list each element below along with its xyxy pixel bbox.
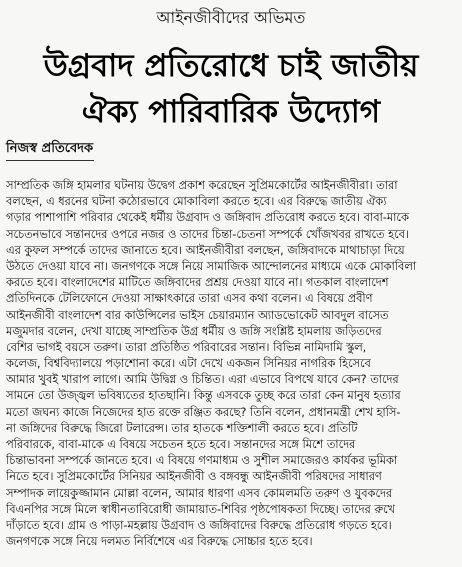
body-line: নিতে হবে। সুপ্রিমকোর্টের সিনিয়র আইনজীবী ও বঙ্গবন্ধু আইনজীবী পরিষদের সাধারণ (6, 470, 382, 484)
body-line: বিএনপির সঙ্গে মিলে স্বাধীনতাবিরোধী জামায়াত-শিবির পৃষ্ঠপোষকতা দিচ্ছে। তাদের রুখে (6, 502, 395, 516)
article-body (6, 178, 458, 550)
body-line: সামনে তো উজ্জ্বল ভবিষ্যতের হাতছানি। কিন্তু এসবকে তুচ্ছ করে তারা কেন মানুষ হত্যার (6, 389, 401, 403)
body-line: না জঙ্গিদের বিরুদ্ধে জিরো টলারেন্স। তার হাতকে শক্তিশালী করতে হবে। প্রতিটি (6, 421, 358, 435)
headline-line-1: উগ্রবাদ প্রতিরোধে চাই জাতীয় (43, 48, 419, 84)
body-line: প্রতিদিনকে টেলিফোনে দেওয়া সাক্ষাৎকারে তারা এসব কথা বলেন। এ বিষয়ে প্রবীণ (6, 292, 373, 306)
body-line: আইনজীবী বাংলাদেশ বার কাউন্সিলের ভাইস চেয়ারম্যান অ্যাডভোকেট আবদুল বাসেত (6, 308, 389, 322)
byline-divider (6, 160, 94, 161)
body-line: এর কুফল সম্পর্কে তাদের জানাতে হবে। আইনজীবীরা বলছেন, জঙ্গিবাদকে মাথাচাড়া দিয়ে (6, 243, 405, 257)
body-line: মজুমদার বলেন, দেখা যাচ্ছে সাম্প্রতিক উগ্র ধর্মীয় ও জঙ্গি সংশ্লিষ্ট হামলায় জড়িতদের (6, 324, 382, 338)
body-line: বলছেন, এ ধরনের ঘটনা কঠোরভাবে মোকাবিলা করতে হবে। এর বিরুদ্ধে জাতীয় ঐক্য (6, 195, 387, 209)
headline-line-2: ঐক্য পারিবারিক উদ্যোগ (81, 94, 381, 130)
body-line: করতে হবে। বাংলাদেশের মাটিতে জঙ্গিবাদের প্রশ্রয় দেওয়া যাবে না। গতকাল বাংলাদেশ (6, 276, 389, 290)
byline: নিজস্ব প্রতিবেদক (6, 141, 94, 156)
body-line: চিন্তাভাবনা সম্পর্কে জানতে হবে। এ বিষয়ে গণমাধ্যম ও সুশীল সমাজেরও কার্যকর ভূমিকা (6, 454, 398, 468)
body-line: সচেতনভাবে সন্তানদের ওপরে নজর ও তাদের চিন্তা-চেতনা সম্পর্কে খোঁজখবর রাখতে হবে। (6, 227, 409, 241)
body-line: সম্পাদক লায়েকুজ্জামান মোল্লা বলেন, আমার ধারণা এসব কোমলমতি তরুণ ও যুবকদের (6, 486, 393, 500)
body-line: গড়ার পাশাপাশি পরিবার থেকেই ধর্মীয় উগ্রবাদ ও জঙ্গিবাদ প্রতিরোধ করতে হবে। বাবা-মাকে (6, 211, 409, 225)
body-line: উঠতে দেওয়া যাবে না। জনগণকে সঙ্গে নিয়ে সামাজিক আন্দোলনের মাধ্যমে একে মোকাবিলা (6, 259, 417, 273)
body-line: আমার খুবই খারাপ লাগে। আমি উদ্বিগ্ন ও চিন্তিত। এরা এভাবে বিপথে যাবে কেন? তাদের (6, 373, 399, 387)
body-line: বেশির ভাগই বয়সে তরুণ। তারা প্রতিষ্ঠিত পরিবারের সন্তান। বিভিন্ন নামিদামি স্কুল, (6, 340, 367, 354)
body-line: সাম্প্রতিক জঙ্গি হামলার ঘটনায় উদ্বেগ প্রকাশ করেছেন সুপ্রিমকোর্টের আইনজীবীরা। তারা (6, 179, 398, 192)
body-line: জনগণকে সঙ্গে নিয়ে দলমত নির্বিশেষে এর বিরুদ্ধে সোচ্চার হতে হবে। (6, 535, 313, 549)
body-line: মতো জঘন্য কাজে নিজেদের হাত রক্তে রঞ্জিত করছে? তিনি বলেন, প্রধানমন্ত্রী শেখ হাসি- (6, 405, 401, 419)
body-line: কলেজ, বিশ্ববিদ্যালয়ে পড়াশোনা করে। এটা দেখে একজন সিনিয়র নাগরিক হিসেবে (6, 357, 371, 371)
body-line: পরিবারকে, বাবা-মাকে এ বিষয়ে সচেতন হতে হবে। সন্তানদের সঙ্গে মিশে তাদের (6, 438, 356, 451)
body-line: দাঁড়াতে হবে। গ্রাম ও পাড়া-মহল্লায় উগ্রবাদ ও জঙ্গিবাদের বিরুদ্ধে প্রতিরোধ গড়তে হবে। (6, 518, 392, 532)
kicker: আইনজীবীদের অভিমত (156, 8, 306, 27)
